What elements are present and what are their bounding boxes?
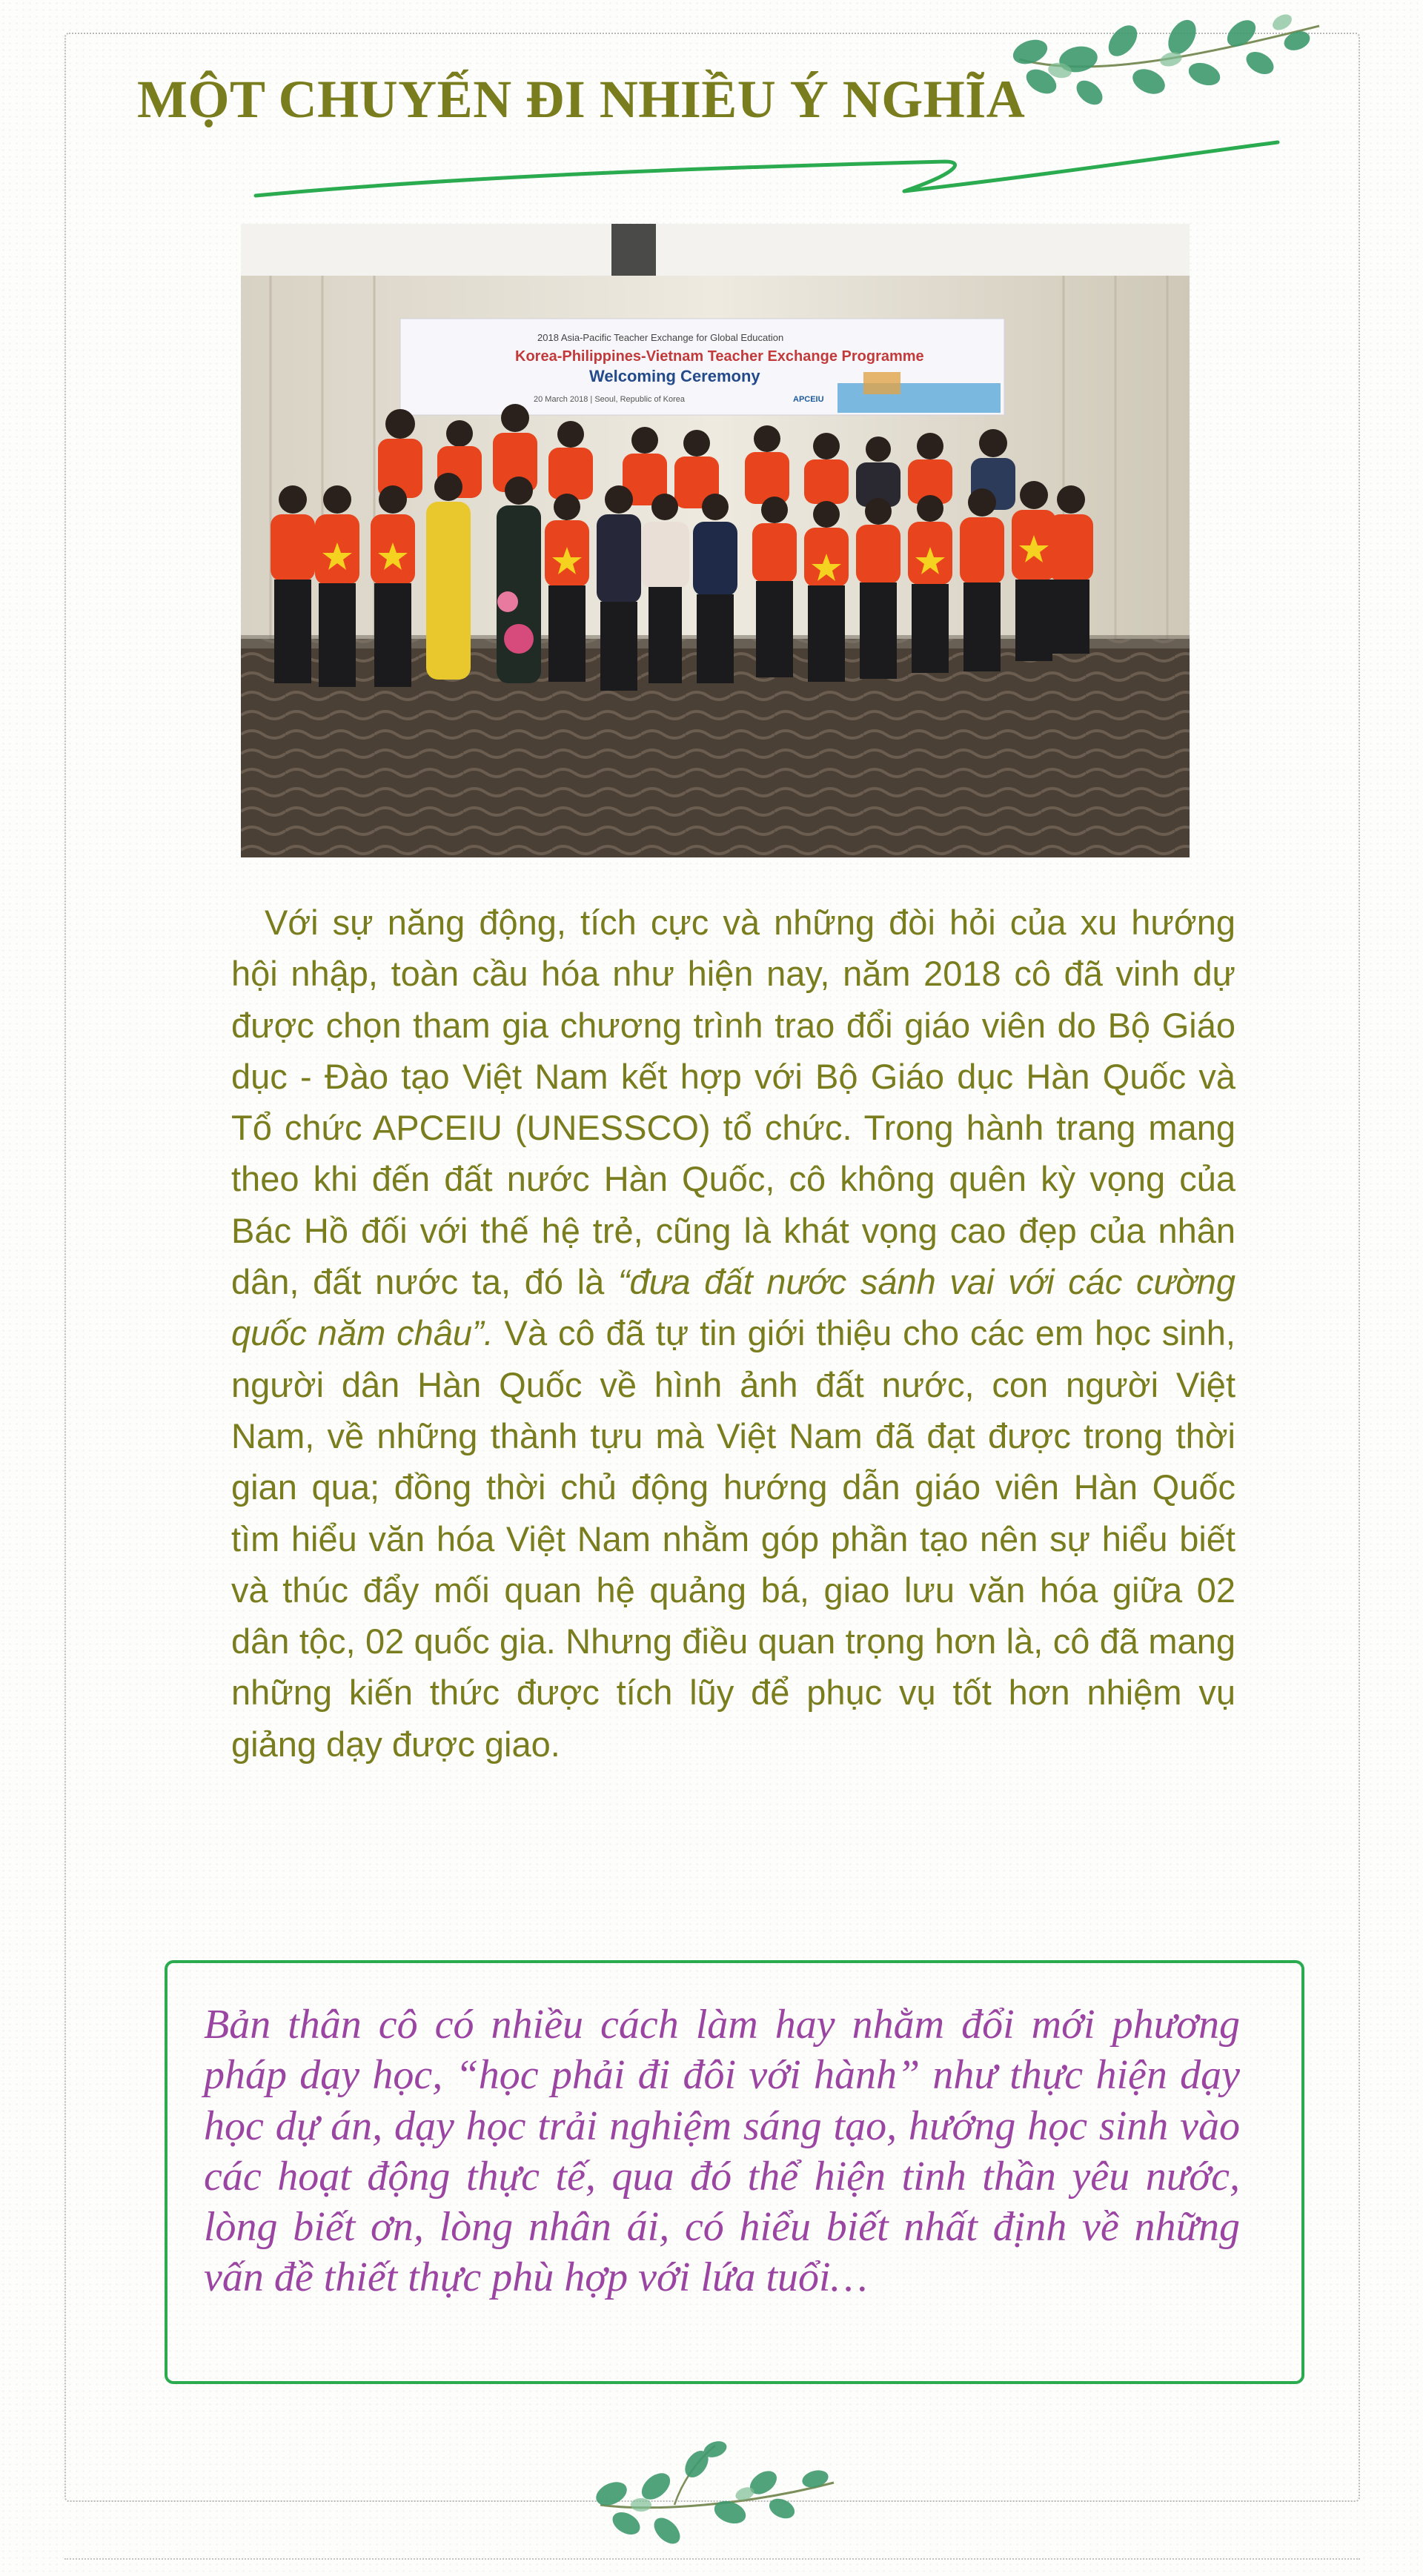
title-underline-swoosh bbox=[252, 133, 1282, 208]
body-quote: “đưa đất nước sánh vai với các cường quốc năm châu”. bbox=[231, 1262, 1235, 1353]
banner-logo: APCEIU bbox=[793, 395, 824, 404]
banner-line-4: 20 March 2018 | Seoul, Republic of Korea bbox=[534, 395, 686, 404]
body-paragraph bbox=[231, 897, 1235, 1770]
body-text-part1: Với sự năng động, tích cực và những đòi hỏi của xu hướng hội nhập, toàn cầu hóa như hiện nay, năm 2018 cô đã vinh dự được chọn tham gia chương trình trao đổi giáo viên do Bộ Giáo dục - Đào tạo Việt Nam kết hợp với Bộ Giáo dục Hàn Quốc và Tổ chức APCEIU (UNESSCO) tổ chức. Trong hành trang mang theo khi đến đất nước Hàn Quốc, cô không quên kỳ vọng của Bác Hồ đối với thế hệ trẻ, cũng là khát vọng cao đẹp của nhân dân, đất nước ta, đó là bbox=[231, 903, 1235, 1302]
group-photo bbox=[241, 224, 1190, 857]
eucalyptus-sprig-icon bbox=[586, 2431, 845, 2560]
banner-line-2: Korea-Philippines-Vietnam Teacher Exchange Programme bbox=[515, 348, 924, 365]
body-text-part2: Và cô đã tự tin giới thiệu cho các em học sinh, người dân Hàn Quốc về hình ảnh đất nước, con người Việt Nam, về những thành tựu mà Việt Nam đã đạt được trong thời gian qua; đồng thời chủ động hướng dẫn giáo viên Hàn Quốc tìm hiểu văn hóa Việt Nam nhằm góp phần tạo nên sự hiểu biết và thúc đẩy mối quan hệ quảng bá, giao lưu văn hóa giữa 02 dân tộc, 02 quốc gia. Nhưng điều quan trọng hơn là, cô đã mang những kiến thức được tích lũy để phục vụ tốt hơn nhiệm vụ giảng dạy được giao. bbox=[231, 1313, 1235, 1764]
eucalyptus-branch-icon bbox=[1001, 7, 1334, 119]
banner-line-1: 2018 Asia-Pacific Teacher Exchange for Global Education bbox=[537, 332, 784, 343]
page-title: MỘT CHUYẾN ĐI NHIỀU Ý NGHĨA bbox=[137, 70, 1026, 129]
callout-text: Bản thân cô có nhiều cách làm hay nhằm đổi mới phương pháp dạy học, “học phải đi đôi với hành” như thực hiện dạy học dự án, dạy học trải nghiệm sáng tạo, hướng học sinh vào các hoạt động thực tế, qua đó thể hiện tinh thần yêu nước, lòng biết ơn, lòng nhân ái, có hiểu biết nhất định về những vấn đề thiết thực phù hợp với lứa tuổi… bbox=[204, 2002, 1240, 2301]
banner-line-3: Welcoming Ceremony bbox=[589, 367, 760, 385]
